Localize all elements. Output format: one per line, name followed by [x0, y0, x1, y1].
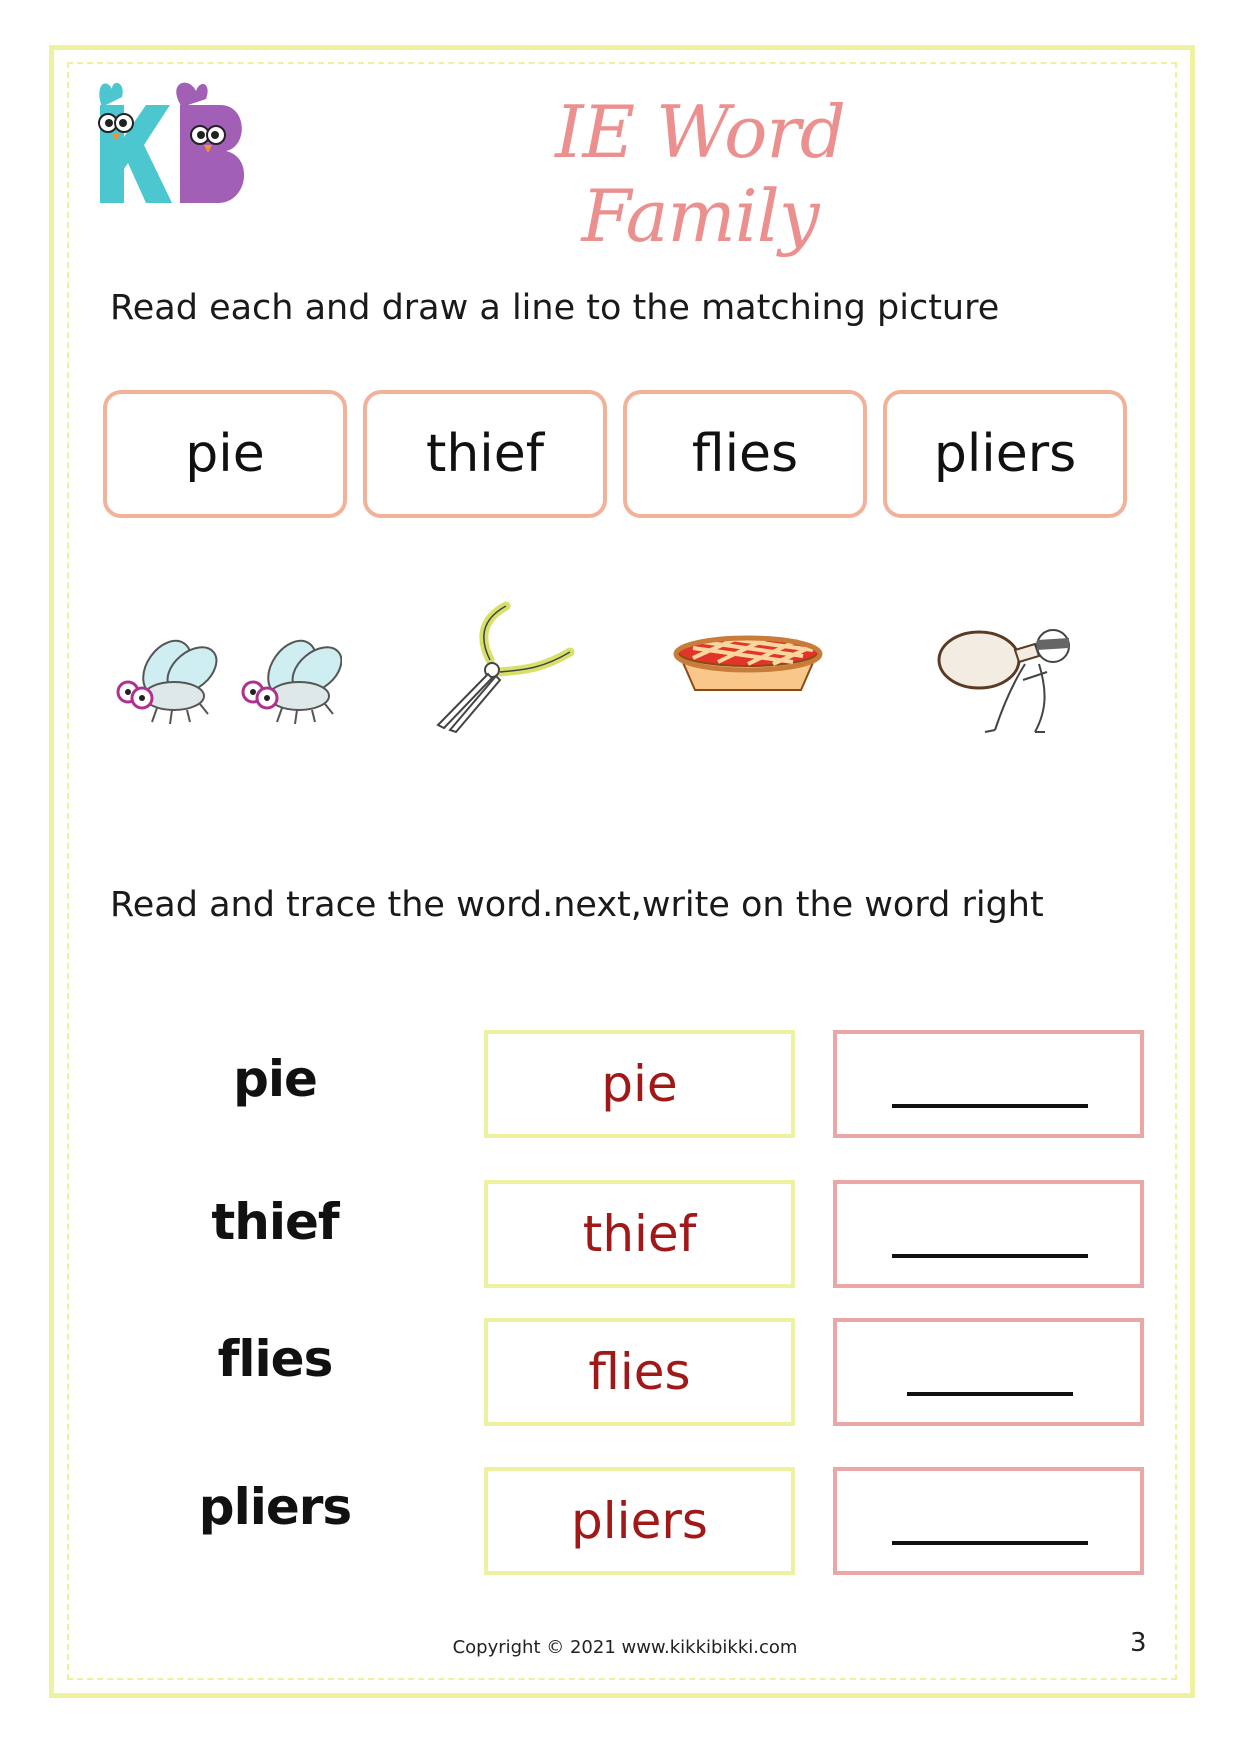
match-word-flies[interactable]: flies — [623, 390, 867, 518]
write-line — [892, 1104, 1088, 1108]
write-box-pie[interactable] — [833, 1030, 1144, 1138]
copyright-footer: Copyright © 2021 www.kikkibikki.com — [452, 1637, 798, 1658]
kb-logo — [88, 75, 248, 210]
worksheet-title: IE Word Family — [555, 90, 845, 258]
flies-picture[interactable] — [112, 630, 342, 730]
trace-instruction: Read and trace the word.next,write on the word right — [110, 885, 1044, 925]
write-line — [907, 1392, 1073, 1396]
write-box-thief[interactable] — [833, 1180, 1144, 1288]
row-word-thief: thief — [211, 1193, 339, 1251]
thief-picture[interactable] — [935, 620, 1080, 735]
write-box-flies[interactable] — [833, 1318, 1144, 1426]
match-word-pliers[interactable]: pliers — [883, 390, 1127, 518]
match-word-pie[interactable]: pie — [103, 390, 347, 518]
trace-box-pie[interactable]: pie — [484, 1030, 795, 1138]
matching-instruction: Read each and draw a line to the matching picture — [110, 288, 1000, 328]
trace-box-flies[interactable]: flies — [484, 1318, 795, 1426]
row-word-pie: pie — [233, 1050, 317, 1108]
row-word-flies: flies — [217, 1330, 333, 1388]
row-word-pliers: pliers — [198, 1478, 352, 1536]
pie-picture[interactable] — [673, 628, 823, 698]
page-number: 3 — [1130, 1628, 1147, 1658]
pliers-picture[interactable] — [430, 600, 580, 735]
trace-box-thief[interactable]: thief — [484, 1180, 795, 1288]
match-word-thief[interactable]: thief — [363, 390, 607, 518]
fly-icon — [118, 632, 225, 724]
write-line — [892, 1541, 1088, 1545]
fly-icon — [243, 632, 342, 724]
write-line — [892, 1254, 1088, 1258]
write-box-pliers[interactable] — [833, 1467, 1144, 1575]
trace-box-pliers[interactable]: pliers — [484, 1467, 795, 1575]
